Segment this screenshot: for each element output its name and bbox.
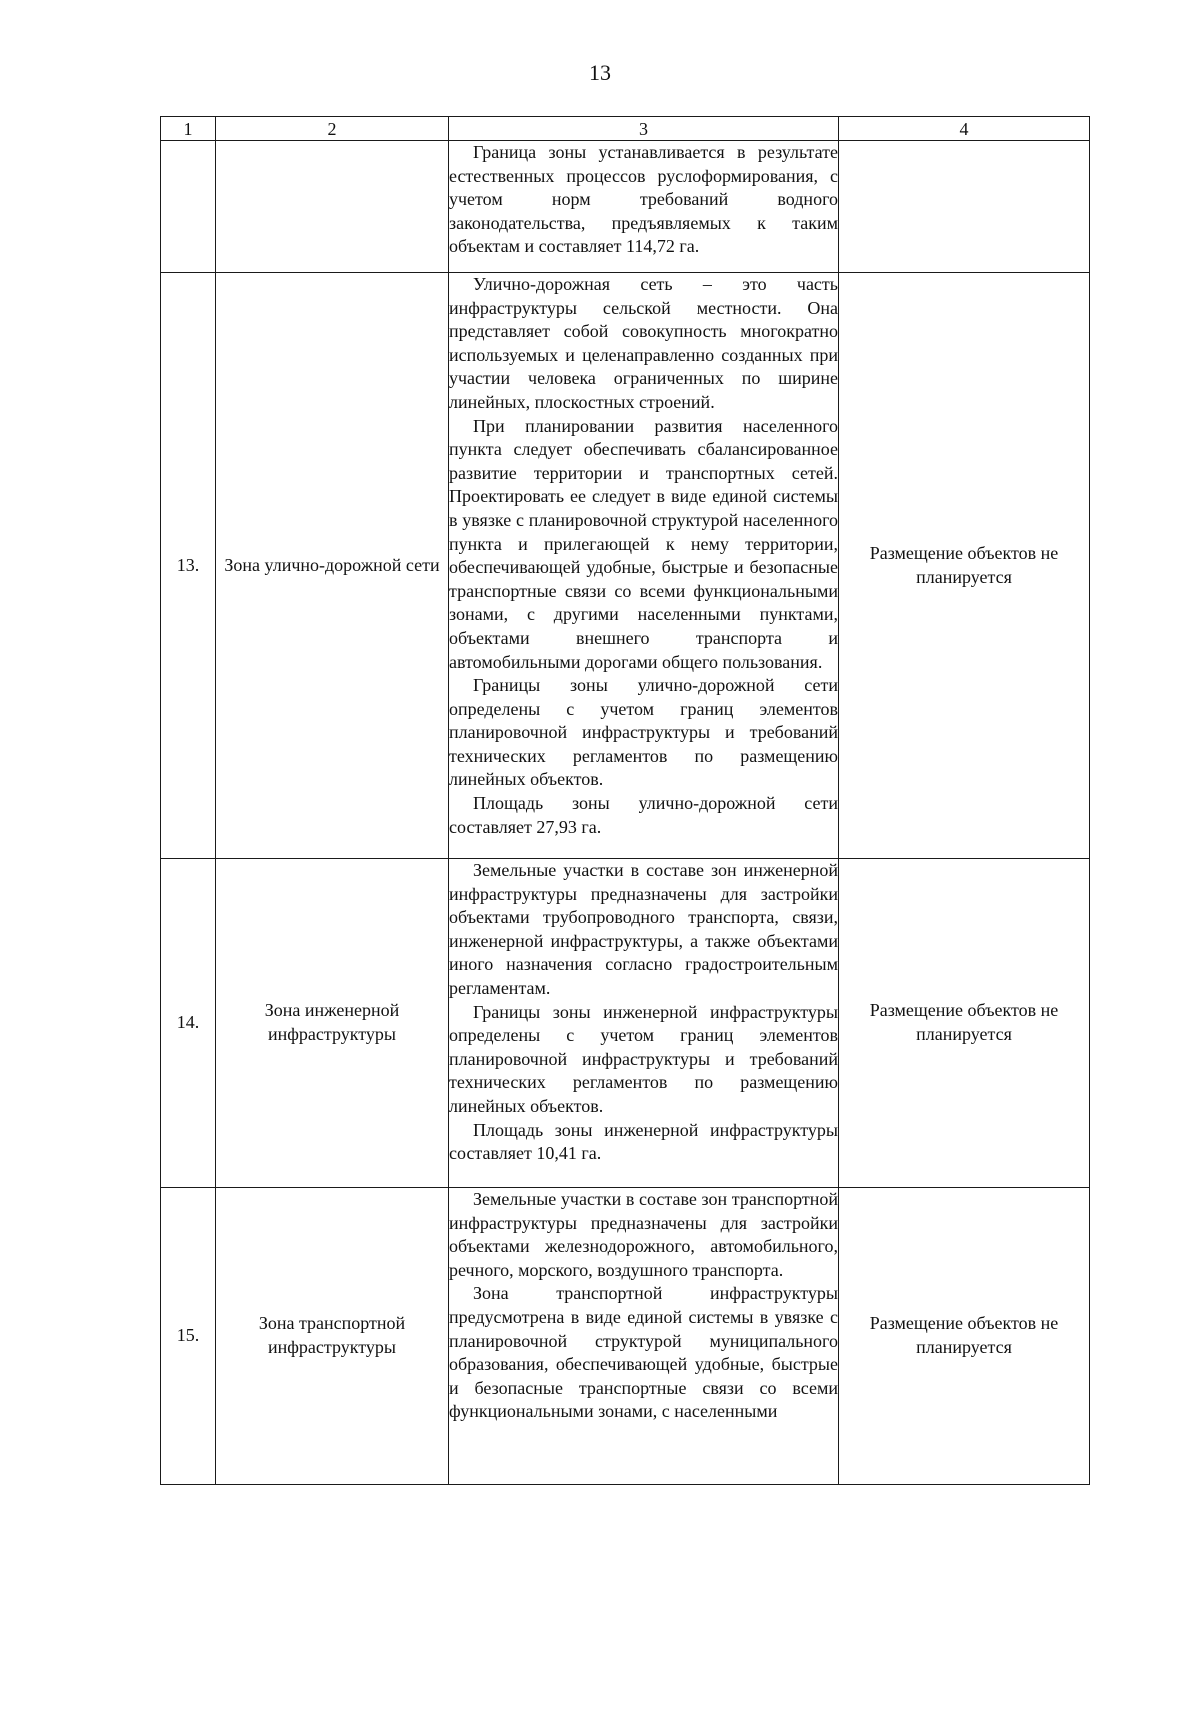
table-row [161, 141, 1090, 273]
table-row [161, 273, 1090, 859]
placement-plan: Размещение объектов не планируется [839, 1188, 1090, 1485]
zone-description [449, 273, 839, 859]
table-row [161, 859, 1090, 1188]
description-paragraph: Улично-дорожная сеть – это часть инфраструктуры сельской местности. Она представляет собой совокупность многократно используемых и целенаправленно созданных при участии человека ограниченных по ширине линейных, плоскостных строений. [449, 274, 838, 412]
description-paragraph: Площадь зоны улично-дорожной сети составляет 27,93 га. [449, 793, 838, 837]
placement-plan: Размещение объектов не планируется [839, 273, 1090, 859]
description-paragraph: Площадь зоны инженерной инфраструктуры составляет 10,41 га. [449, 1119, 838, 1164]
description-paragraph: Граница зоны устанавливается в результате естественных процессов руслоформирования, с учетом норм требований водного законодательства, предъявляемых к таким объектам и составляет 114,72 га. [449, 142, 838, 257]
row-number: 13. [161, 273, 216, 859]
row-number: 15. [161, 1188, 216, 1485]
zones-table [160, 116, 1090, 1485]
placement-plan [839, 141, 1090, 273]
zone-description [449, 859, 839, 1188]
table-row [161, 1188, 1090, 1485]
row-number [161, 141, 216, 273]
description-paragraph: При планировании развития населенного пункта следует обеспечивать сбалансированное развитие территории и транспортных сетей. Проектировать ее следует в виде единой системы в увязке с планировочной структурой населенного пункта и прилегающей к нему территории, обеспечивающей удобные, быстрые и безопасные транспортные связи со всеми функциональными зонами, с другими населенными пунктами, объектами внешнего транспорта и автомобильными дорогами общего пользования. [449, 415, 838, 672]
zone-description [449, 1188, 839, 1485]
header-cell-3: 3 [449, 117, 839, 141]
header-cell-2: 2 [216, 117, 449, 141]
page-number: 13 [589, 60, 611, 85]
zone-name: Зона инженерной инфраструктуры [216, 859, 449, 1188]
description-paragraph: Границы зоны инженерной инфраструктуры определены с учетом границ элементов планировочной инфраструктуры и требований технических регламентов по размещению линейных объектов. [449, 1001, 838, 1116]
description-paragraph: Земельные участки в составе зон транспортной инфраструктуры предназначены для застройки объектами железнодорожного, автомобильного, речного, морского, воздушного транспорта. [449, 1189, 838, 1280]
description-paragraph: Зона транспортной инфраструктуры предусмотрена в виде единой системы в увязке с планировочной структурой муниципального образования, обеспечивающей удобные, быстрые и безопасные транспортные связи со всеми функциональными зонами, с населенными [449, 1283, 838, 1422]
zone-name: Зона улично-дорожной сети [216, 273, 449, 859]
table-header-row [161, 117, 1090, 141]
description-paragraph: Границы зоны улично-дорожной сети определены с учетом границ элементов планировочной инфраструктуры и требований технических регламентов по размещению линейных объектов. [449, 675, 838, 790]
zone-name: Зона транспортной инфраструктуры [216, 1188, 449, 1485]
zone-name [216, 141, 449, 273]
header-cell-1: 1 [161, 117, 216, 141]
zone-description [449, 141, 839, 273]
header-cell-4: 4 [839, 117, 1090, 141]
description-paragraph: Земельные участки в составе зон инженерной инфраструктуры предназначены для застройки объектами трубопроводного транспорта, связи, инженерной инфраструктуры, а также объектами иного назначения согласно градостроительным регламентам. [449, 860, 838, 998]
row-number: 14. [161, 859, 216, 1188]
placement-plan: Размещение объектов не планируется [839, 859, 1090, 1188]
